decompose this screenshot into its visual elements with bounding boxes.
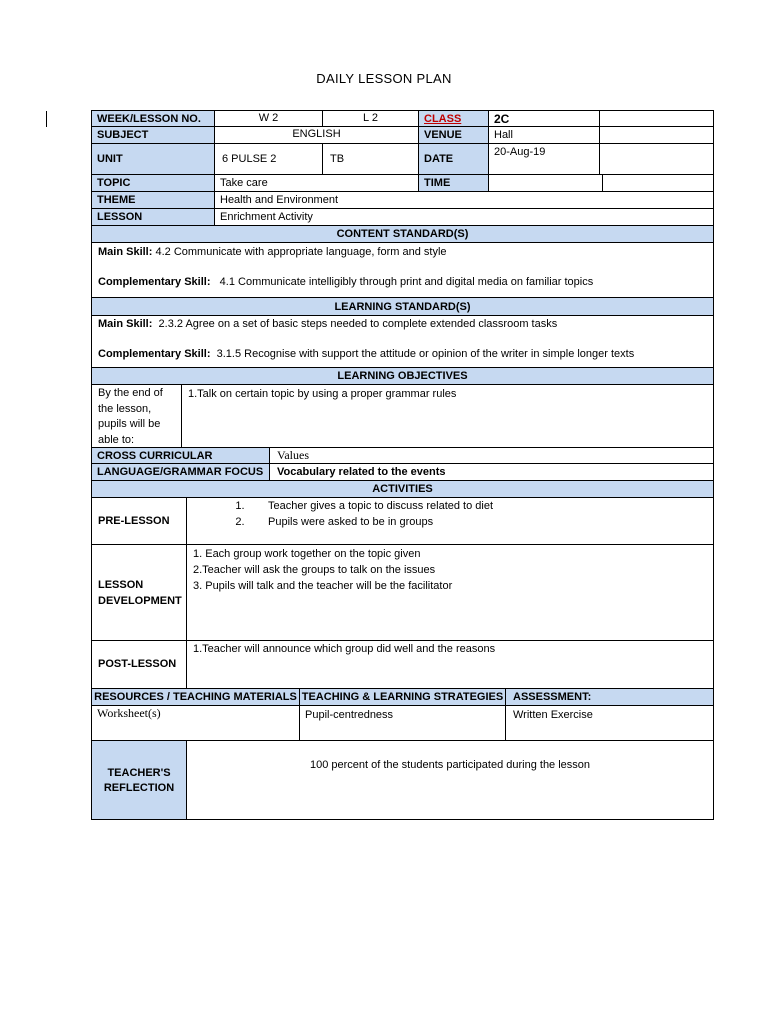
reflection-label [91,740,186,820]
time-label: TIME [418,174,488,191]
strategies-value: Pupil-centredness [299,705,505,740]
post-lesson-label: POST-LESSON [91,640,186,688]
reflection-label-line: REFLECTION [103,782,175,794]
theme-value: Health and Environment [214,191,714,208]
venue-extra-cell [599,126,714,143]
subject-value: ENGLISH [214,126,418,143]
venue-label: VENUE [418,126,488,143]
development-item: 3. Pupils will talk and the teacher will be the facilitator [193,580,453,592]
pre-item-number: 1. [235,500,245,512]
text-cursor [46,111,47,127]
topic-label: TOPIC [91,174,214,191]
reflection-text: 100 percent of the students participated during the lesson [186,740,714,820]
class-label-text: CLASS [424,113,462,125]
week-label: WEEK/LESSON NO. [91,110,214,126]
objectives-intro-line: the lesson, [98,402,152,415]
pre-lesson-label: PRE-LESSON [91,497,186,544]
resources-heading: RESOURCES / TEACHING MATERIALS [91,688,299,705]
topic-value: Take care [214,174,418,191]
development-label [91,544,186,640]
pre-item-text: Teacher gives a topic to discuss related to diet [268,500,494,512]
class-value: 2C [488,110,599,126]
cross-value: Values [269,447,714,463]
language-value: Vocabulary related to the events [269,463,714,480]
unit-label: UNIT [91,143,214,174]
post-lesson-body: 1.Teacher will announce which group did well and the reasons [186,640,714,688]
content-main-label: Main Skill: [98,246,153,258]
class-label [418,110,488,126]
pre-item-number: 2. [235,516,245,528]
language-label: LANGUAGE/GRAMMAR FOCUS [91,463,269,480]
reflection-label-line: TEACHER'S [107,767,171,779]
page-title: DAILY LESSON PLAN [316,71,452,86]
development-label-line: LESSON [98,579,144,591]
cross-label: CROSS CURRICULAR [91,447,269,463]
content-main-text: 4.2 Communicate with appropriate language, form and style [155,246,447,258]
development-label-line: DEVELOPMENT [98,595,182,607]
skill-value: Enrichment Activity [214,208,714,225]
development-body [186,544,714,640]
objectives-text: 1.Talk on certain topic by using a proper grammar rules [181,384,714,447]
learning-main-label: Main Skill: [98,318,153,330]
objectives-intro-line: By the end of [98,387,163,399]
learning-main-skill [98,317,713,331]
objectives-intro-line: pupils will be [98,418,161,430]
unit-book: TB [322,143,418,174]
objectives-intro [91,384,181,447]
learning-standards-body [91,315,714,367]
time-value-cell [488,174,602,191]
pre-item-text: Pupils were asked to be in groups [268,516,434,528]
learning-standards-heading: LEARNING STANDARD(S) [91,297,714,315]
assessment-value: Written Exercise [505,705,714,740]
week-value: W 2 [214,110,322,126]
assessment-heading: ASSESSMENT: [505,688,714,705]
content-comp-label: Complementary Skill: [98,276,211,288]
lesson-value: L 2 [322,110,418,126]
unit-value: 6 PULSE 2 [214,143,322,174]
activities-heading: ACTIVITIES [91,480,714,497]
content-standards-heading: CONTENT STANDARD(S) [91,225,714,242]
skill-label: LESSON [91,208,214,225]
pre-lesson-body [186,497,714,544]
resources-value: Worksheet(s) [91,705,299,740]
subject-label: SUBJECT [91,126,214,143]
objectives-heading: LEARNING OBJECTIVES [91,367,714,384]
pre-lesson-item [212,498,713,514]
learning-main-text: 2.3.2 Agree on a set of basic steps needed to complete extended classroom tasks [158,318,558,330]
date-label: DATE [418,143,488,174]
pre-lesson-item [212,514,713,530]
development-item: 2.Teacher will ask the groups to talk on the issues [193,564,436,576]
venue-value: Hall [488,126,599,143]
date-extra-cell [599,143,714,174]
learning-comp-skill [98,347,713,361]
content-standards-body [91,242,714,297]
content-comp-skill [98,275,713,289]
content-main-skill [98,245,713,259]
time-extra-cell [602,174,714,191]
learning-comp-label: Complementary Skill: [98,348,211,360]
class-extra-cell [599,110,714,126]
development-item: 1. Each group work together on the topic given [193,548,421,560]
date-value: 20-Aug-19 [488,143,599,174]
theme-label: THEME [91,191,214,208]
content-comp-text: 4.1 Communicate intelligibly through print and digital media on familiar topics [219,276,594,288]
strategies-heading: TEACHING & LEARNING STRATEGIES [299,688,505,705]
objectives-intro-line: able to: [98,433,135,446]
learning-comp-text: 3.1.5 Recognise with support the attitude or opinion of the writer in simple longer texts [216,348,635,360]
